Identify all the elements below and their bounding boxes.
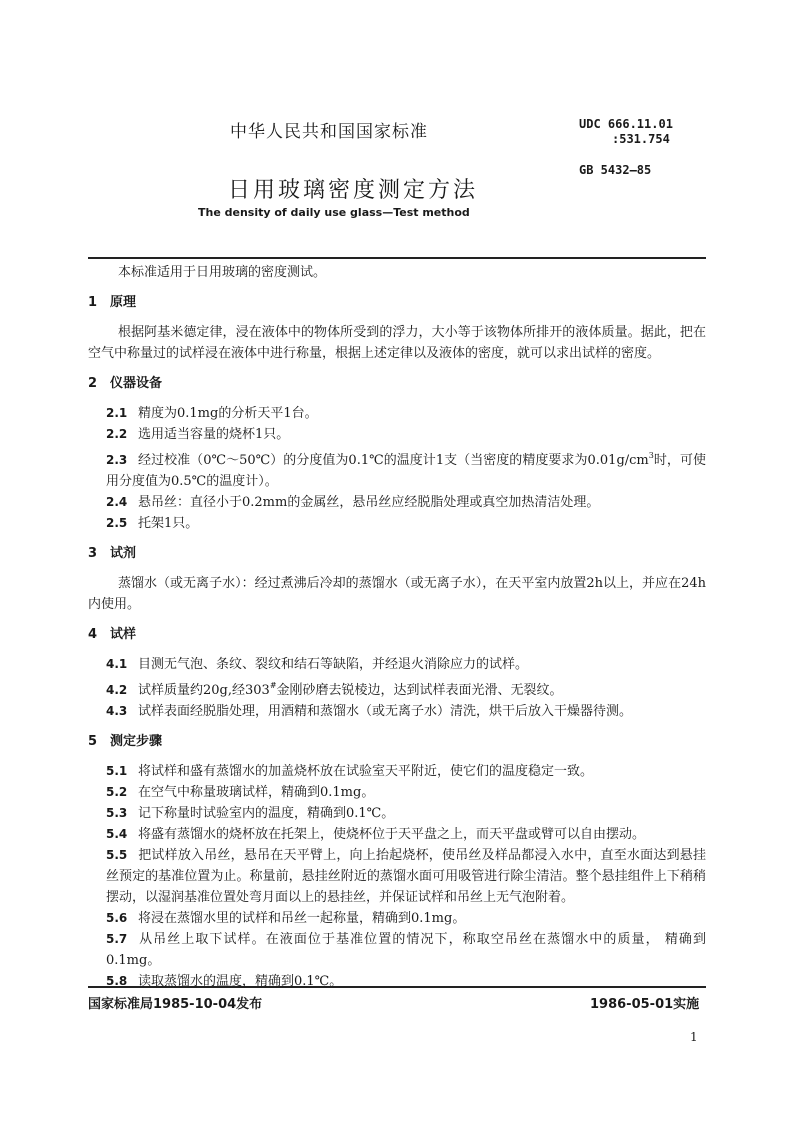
clause-text: 从吊丝上取下试样。在液面位于基准位置的情况下，称取空吊丝在蒸馏水中的质量， 精确到0.1mg。 [106, 932, 706, 968]
footer-divider [88, 986, 706, 988]
clause-number: 2.3 [106, 453, 128, 467]
section-heading [88, 373, 706, 394]
clause-text: 将浸在蒸馏水里的试样和吊丝一起称量，精确到0.1mg。 [138, 911, 466, 926]
clause-text: 精度为0.1mg的分析天平1台。 [138, 406, 318, 421]
clause-number: 5.8 [106, 974, 128, 988]
clause-number: 5.5 [106, 848, 128, 862]
clause-number: 2.4 [106, 495, 128, 509]
document-body [88, 262, 706, 992]
clause-text: 选用适当容量的烧杯1只。 [138, 427, 290, 442]
clause [88, 492, 706, 513]
section-heading [88, 624, 706, 645]
clause-number: 2.5 [106, 516, 128, 530]
section-heading [88, 292, 706, 313]
clause [88, 803, 706, 824]
clause-text: 在空气中称量玻璃试样，精确到0.1mg。 [138, 785, 375, 800]
clause-number: 5.3 [106, 806, 128, 820]
clause-number: 4.2 [106, 683, 128, 697]
clause-text: 试样质量约20g,经303 [138, 683, 270, 698]
clause-text-continued: 金刚砂磨去锐棱边，达到试样表面光滑、无裂纹。 [276, 683, 563, 698]
clause-number: 4.1 [106, 657, 128, 671]
section-paragraph: 根据阿基米德定律，浸在液体中的物体所受到的浮力，大小等于该物体所排开的液体质量。据此，把在空气中称量过的试样浸在液体中进行称量，根据上述定律以及液体的密度，就可以求出试样的密度。 [88, 325, 706, 361]
section-heading [88, 543, 706, 564]
section-number: 1 [88, 295, 98, 310]
clause-number: 5.6 [106, 911, 128, 925]
clause-number: 4.3 [106, 704, 128, 718]
page-number: 1 [690, 1030, 698, 1044]
clause [88, 403, 706, 424]
clause-text: 悬吊丝：直径小于0.2mm的金属丝，悬吊丝应经脱脂处理或真空加热清洁处理。 [138, 495, 600, 510]
scope-paragraph: 本标准适用于日用玻璃的密度测试。 [118, 265, 327, 280]
section-title: 试剂 [110, 546, 137, 561]
clause-number: 5.7 [106, 932, 128, 946]
clause-number: 2.1 [106, 406, 128, 420]
udc-code-continued: :531.754 [612, 132, 670, 146]
clause [88, 675, 706, 701]
clause [88, 845, 706, 908]
issuing-body: 中华人民共和国国家标准 [230, 122, 428, 142]
clause-text: 记下称量时试验室内的温度，精确到0.1℃。 [138, 806, 395, 821]
document-title: 日用玻璃密度测定方法 [228, 178, 479, 203]
clause-number: 5.4 [106, 827, 128, 841]
section-title: 试样 [110, 627, 137, 642]
section-number: 2 [88, 376, 98, 391]
clause-number: 2.2 [106, 427, 128, 441]
clause-text-continued: 时，可使用分度值为0.5℃的温度计）。 [106, 453, 706, 489]
clause-text: 将试样和盛有蒸馏水的加盖烧杯放在试验室天平附近，使它们的温度稳定一致。 [138, 764, 594, 779]
clause [88, 701, 706, 722]
clause [88, 824, 706, 845]
clause-number: 5.1 [106, 764, 128, 778]
section-heading [88, 731, 706, 752]
clause [88, 513, 706, 534]
section-paragraph: 蒸馏水（或无离子水）：经过煮沸后冷却的蒸馏水（或无离子水），在天平室内放置2h以上，并应在24h内使用。 [88, 576, 706, 612]
header-divider [88, 257, 706, 259]
superscript: # [269, 681, 277, 690]
section-number: 4 [88, 627, 98, 642]
clause [88, 782, 706, 803]
clause [88, 445, 706, 492]
clause [88, 654, 706, 675]
clause [88, 424, 706, 445]
clause [88, 971, 706, 992]
issue-date: 国家标准局1985-10-04发布 [88, 997, 263, 1012]
clause-text: 目测无气泡、条纹、裂纹和结石等缺陷，并经退火消除应力的试样。 [138, 657, 529, 672]
section-number: 3 [88, 546, 98, 561]
section-title: 原理 [110, 295, 137, 310]
clause-text: 试样表面经脱脂处理，用酒精和蒸馏水（或无离子水）清洗，烘干后放入干燥器待测。 [138, 704, 633, 719]
document-title-english: The density of daily use glass—Test method [198, 206, 470, 219]
clause-number: 5.2 [106, 785, 128, 799]
clause-text: 托架1只。 [138, 516, 199, 531]
clause [88, 929, 706, 971]
clause [88, 761, 706, 782]
section-number: 5 [88, 734, 98, 749]
superscript: 3 [648, 451, 654, 460]
effective-date: 1986-05-01实施 [590, 997, 700, 1012]
clause [88, 908, 706, 929]
udc-code: UDC 666.11.01 [579, 117, 673, 131]
clause-text: 把试样放入吊丝，悬吊在天平臂上，向上抬起烧杯，使吊丝及样品都浸入水中，直至水面达到悬挂丝预定的基准位置为止。称量前，悬挂丝附近的蒸馏水面可用吸管进行除尘清洁。整个悬挂组件上下稍稍摆动，以湿润基准位置处弯月面以上的悬挂丝，并保证试样和吊丝上无气泡附着。 [106, 848, 706, 905]
clause-text: 经过校准（0℃～50℃）的分度值为0.1℃的温度计1支（当密度的精度要求为0.01g/cm [138, 453, 649, 468]
clause-text: 读取蒸馏水的温度，精确到0.1℃。 [138, 974, 343, 989]
section-title: 仪器设备 [110, 376, 163, 391]
standard-number: GB 5432—85 [579, 163, 652, 177]
section-title: 测定步骤 [110, 734, 163, 749]
clause-text: 将盛有蒸馏水的烧杯放在托架上，使烧杯位于天平盘之上，而天平盘或臂可以自由摆动。 [138, 827, 646, 842]
